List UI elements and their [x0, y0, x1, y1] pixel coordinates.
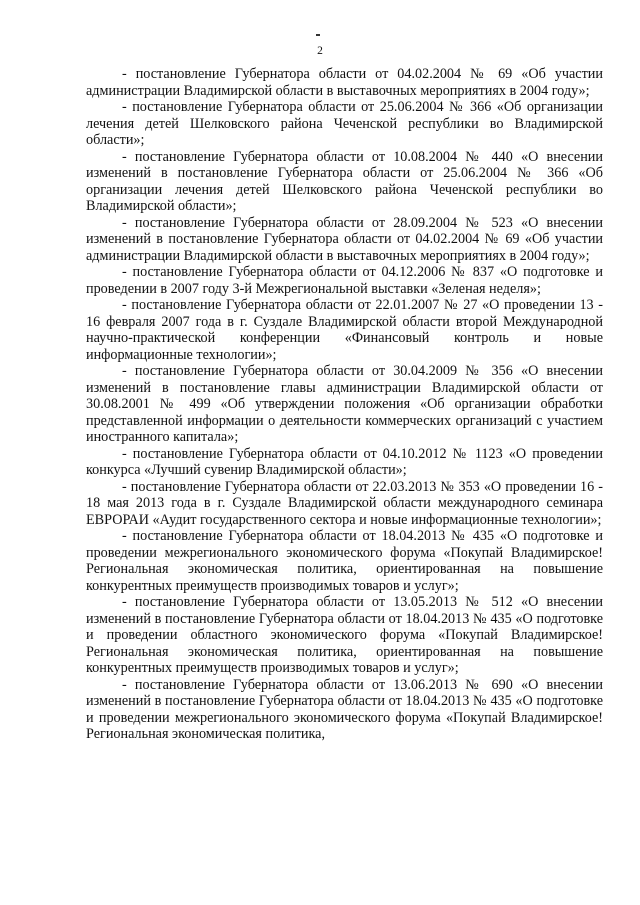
list-item: - постановление Губернатора области от 04.12.2006 № 837 «О подготовке и проведении в 2007 году 3-й Межрегиональной выставки «Зеленая неделя»;	[86, 264, 603, 297]
list-item: - постановление Губернатора области от 04.10.2012 № 1123 «О проведении конкурса «Лучший сувенир Владимирской области»;	[86, 445, 603, 478]
page-number: 2	[317, 45, 323, 57]
scan-artifact	[316, 34, 320, 36]
list-item: - постановление Губернатора области от 04.02.2004 № 69 «Об участии администрации Владимирской области в выставочных мероприятиях в 2004 году»;	[86, 66, 603, 99]
list-item: - постановление Губернатора области от 10.08.2004 № 440 «О внесении изменений в постановление Губернатора области от 25.06.2004 № 366 «Об организации лечения детей Шелковского района Чеченской республики во Владимирской области»;	[86, 148, 603, 214]
document-body	[86, 66, 603, 743]
list-item: - постановление Губернатора области от 28.09.2004 № 523 «О внесении изменений в постановление Губернатора области от 04.02.2004 № 69 «Об участии администрации Владимирской области в выставочных мероприятиях в 2004 году»;	[86, 214, 603, 264]
list-item: - постановление Губернатора области от 22.01.2007 № 27 «О проведении 13 - 16 февраля 2007 года в г. Суздале Владимирской области второй Международной научно-практической конференции «Финансовый контроль и новые информационные технологии»;	[86, 297, 603, 363]
list-item: - постановление Губернатора области от 25.06.2004 № 366 «Об организации лечения детей Шелковского района Чеченской республики во Владимирской области»;	[86, 99, 603, 148]
list-item: - постановление Губернатора области от 13.05.2013 № 512 «О внесении изменений в постановление Губернатора области от 18.04.2013 № 435 «О подготовке и проведении областного экономического форума «Покупай Владимирское! Региональная экономическая политика, ориентированная на повышение конкурентных преимуществ производимых товаров и услуг»;	[86, 594, 603, 676]
list-item: - постановление Губернатора области от 18.04.2013 № 435 «О подготовке и проведении межрегионального экономического форума «Покупай Владимирское! Региональная экономическая политика, ориентированная на повышение конкурентных преимуществ производимых товаров и услуг»;	[86, 528, 603, 594]
list-item: - постановление Губернатора области от 13.06.2013 № 690 «О внесении изменений в постановление Губернатора области от 18.04.2013 № 435 «О подготовке и проведении межрегионального экономического форума «Покупай Владимирское! Региональная экономическая политика,	[86, 676, 603, 742]
list-item: - постановление Губернатора области от 22.03.2013 № 353 «О проведении 16 - 18 мая 2013 года в г. Суздале Владимирской области международного семинара ЕВРОРАИ «Аудит государственного сектора и новые информационные технологии»;	[86, 478, 603, 528]
list-item: - постановление Губернатора области от 30.04.2009 № 356 «О внесении изменений в постановление главы администрации Владимирской области от 30.08.2001 № 499 «Об утверждении положения «Об организации обработки представленной информации о деятельности коммерческих организаций с участием иностранного капитала»;	[86, 363, 603, 445]
